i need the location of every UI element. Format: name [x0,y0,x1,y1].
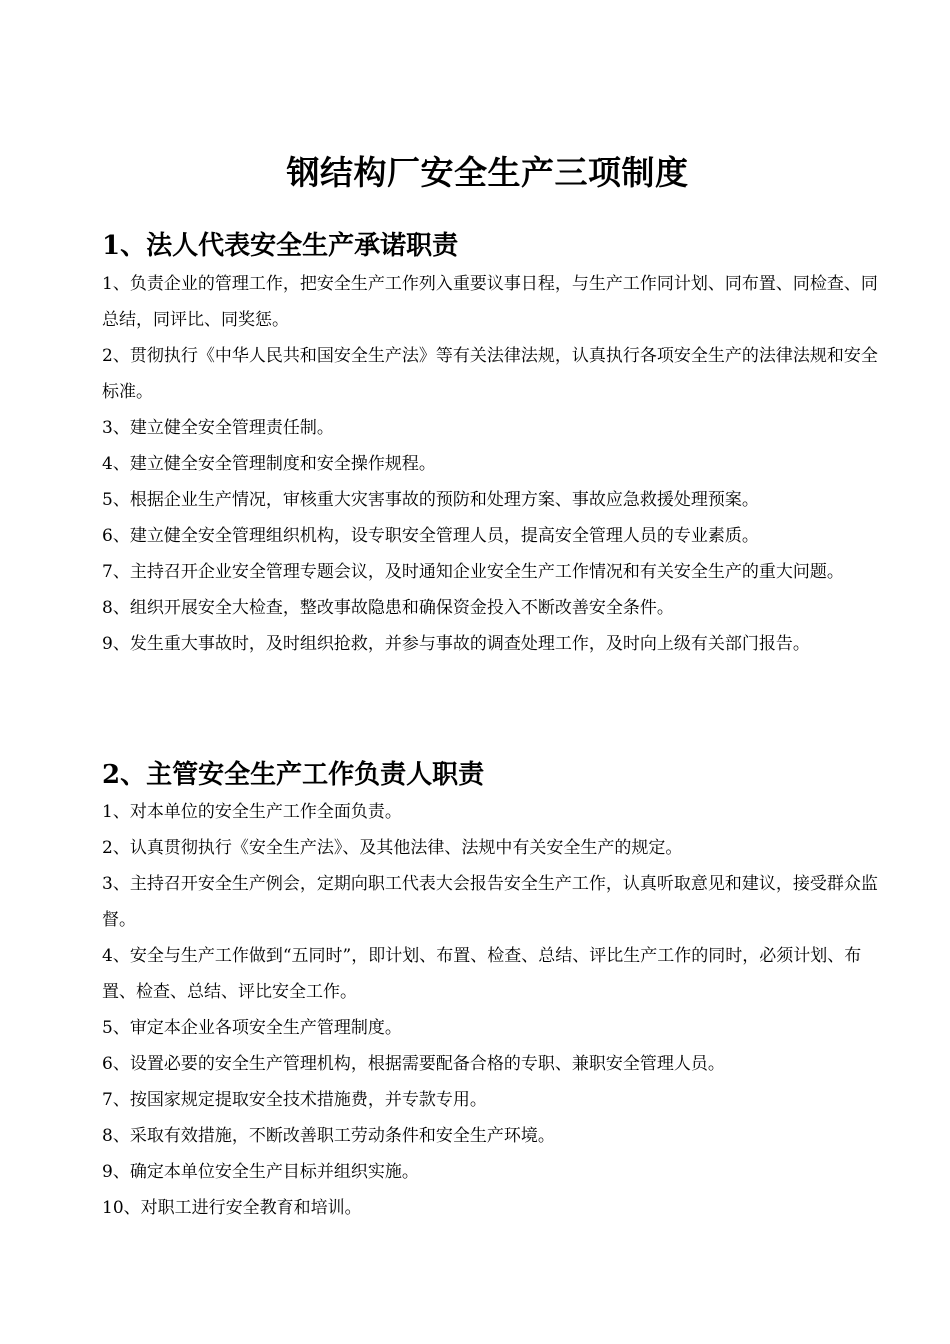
list-item: 8、组织开展安全大检查，整改事故隐患和确保资金投入不断改善安全条件。 [102,598,674,618]
duty-list [102,794,892,1226]
list-item: 1、对本单位的安全生产工作全面负责。 [102,802,402,822]
list-item: 10、对职工进行安全教育和培训。 [102,1198,362,1218]
duty-list [102,266,892,662]
list-item: 2、贯彻执行《中华人民共和国安全生产法》等有关法律法规，认真执行各项安全生产的法律法规和安全标准。 [102,346,878,402]
list-item: 4、建立健全安全管理制度和安全操作规程。 [102,454,436,474]
list-item: 7、主持召开企业安全管理专题会议，及时通知企业安全生产工作情况和有关安全生产的重大问题。 [102,562,844,582]
list-item: 9、确定本单位安全生产目标并组织实施。 [102,1162,419,1182]
list-item: 6、建立健全安全管理组织机构，设专职安全管理人员，提高安全管理人员的专业素质。 [102,526,759,546]
list-item: 9、发生重大事故时，及时组织抢救，并参与事故的调查处理工作，及时向上级有关部门报告。 [102,634,810,654]
list-item: 4、安全与生产工作做到“五同时”，即计划、布置、检查、总结、评比生产工作的同时，必须计划、布置、检查、总结、评比安全工作。 [102,946,862,1002]
section-heading: 2、主管安全生产工作负责人职责 [102,759,485,790]
list-item: 5、根据企业生产情况，审核重大灾害事故的预防和处理方案、事故应急救援处理预案。 [102,490,759,510]
list-item: 5、审定本企业各项安全生产管理制度。 [102,1018,402,1038]
list-item: 6、设置必要的安全生产管理机构，根据需要配备合格的专职、兼职安全管理人员。 [102,1054,725,1074]
list-item: 3、主持召开安全生产例会，定期向职工代表大会报告安全生产工作，认真听取意见和建议，接受群众监督。 [102,874,878,930]
document-title: 钢结构厂安全生产三项制度 [286,153,689,193]
list-item: 1、负责企业的管理工作，把安全生产工作列入重要议事日程，与生产工作同计划、同布置、同检查、同总结，同评比、同奖惩。 [102,274,878,330]
list-item: 2、认真贯彻执行《安全生产法》、及其他法律、法规中有关安全生产的规定。 [102,838,683,858]
list-item: 3、建立健全安全管理责任制。 [102,418,334,438]
list-item: 7、按国家规定提取安全技术措施费，并专款专用。 [102,1090,487,1110]
list-item: 8、采取有效措施，不断改善职工劳动条件和安全生产环境。 [102,1126,555,1146]
section-heading: 1、法人代表安全生产承诺职责 [102,230,459,261]
